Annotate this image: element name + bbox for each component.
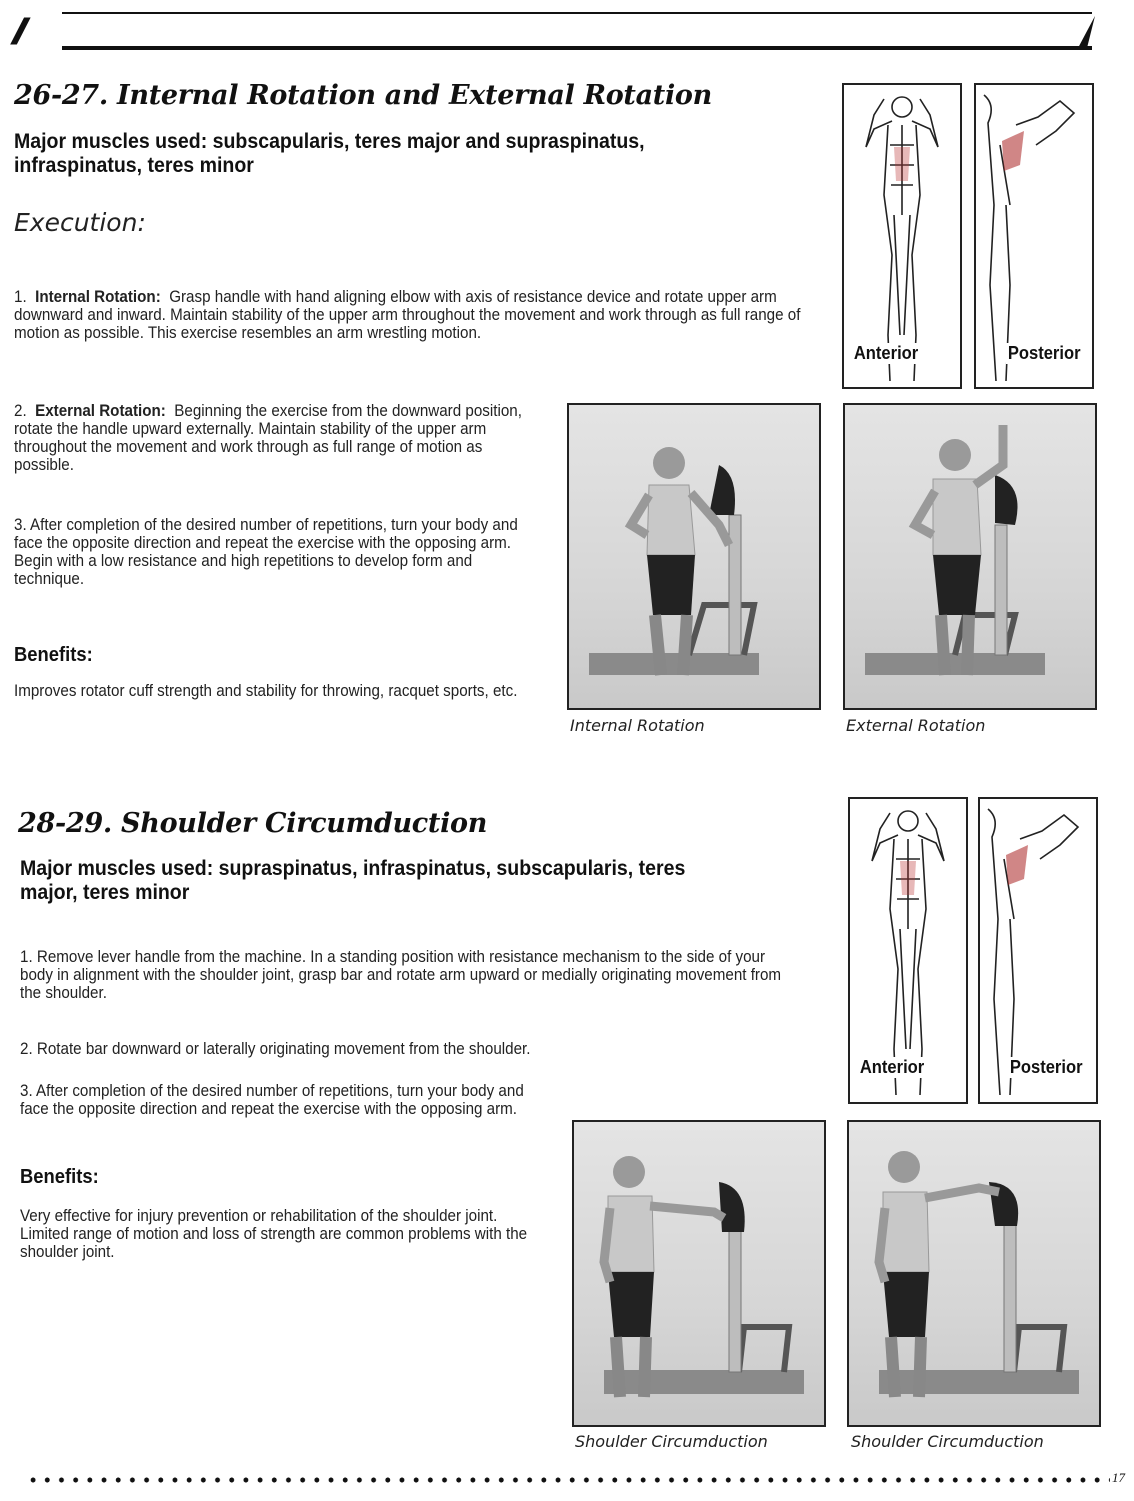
header-bar — [62, 12, 1092, 50]
anatomy-anterior-label-2: Anterior — [859, 1057, 925, 1077]
footer-dotted-rule — [26, 1476, 1110, 1484]
section2-muscles — [20, 857, 685, 905]
step2-text: Beginning the exercise from the downward position, rotate the handle upward externally. Maintain stability of the upper arm throughout the movement and work through as full range of motion as possible. — [14, 402, 522, 474]
exercise-person-icon — [845, 405, 1095, 708]
section2-benefits-heading: Benefits: — [20, 1166, 99, 1188]
anatomy-posterior-2 — [978, 797, 1098, 1104]
section1-muscles — [14, 130, 645, 178]
step1-label: Internal Rotation: — [35, 288, 161, 306]
section2-step2: 2. Rotate bar downward or laterally originating movement from the shoulder. — [20, 1040, 531, 1058]
section1-step1 — [14, 288, 805, 342]
section2-step1: 1. Remove lever handle from the machine. In a standing position with resistance mechanism to the side of your body in alignment with the shoulder joint, grasp bar and rotate arm upward or medially originating movement from the shoulder. — [20, 948, 782, 1002]
header-slashes: ///// — [12, 8, 18, 53]
anatomy-posterior-label-1: Posterior — [1007, 343, 1081, 363]
exercise-person-icon — [569, 405, 819, 708]
caption-circumduction-1: Shoulder Circumduction — [575, 1432, 768, 1451]
section2-benefits-text: Very effective for injury prevention or rehabilitation of the shoulder joint. Limited range of motion and loss of strength are common problems with the shoulder joint. — [20, 1207, 528, 1261]
section1-benefits-heading: Benefits: — [14, 644, 93, 666]
anatomy-anterior-label-1: Anterior — [853, 343, 919, 363]
exercise-person-icon — [849, 1122, 1099, 1425]
section1-step3: 3. After completion of the desired number of repetitions, turn your body and face the opposite direction and repeat the exercise with the opposing arm. Begin with a low resistance and high repetitions to develop form and technique. — [14, 516, 518, 588]
execution-heading: Execution: — [14, 208, 146, 237]
anatomy-anterior-1 — [842, 83, 962, 389]
caption-circumduction-2: Shoulder Circumduction — [851, 1432, 1044, 1451]
section2-muscles-line1: Major muscles used: supraspinatus, infraspinatus, subscapularis, teres — [20, 857, 686, 880]
step1-number: 1. — [14, 288, 27, 306]
exercise-person-icon — [574, 1122, 824, 1425]
internal-rotation-photo — [567, 403, 821, 710]
caption-external-rotation: External Rotation — [846, 716, 986, 735]
anatomy-posterior-1 — [974, 83, 1094, 389]
step2-label: External Rotation: — [35, 402, 166, 420]
step2-number: 2. — [14, 402, 27, 420]
step1-text: Grasp handle with hand aligning elbow with axis of resistance device and rotate upper arm downward and inward. Maintain stability of the upper arm throughout the movement and work through as full range of motion as possible. This exercise resembles an arm wrestling motion. — [14, 288, 801, 342]
anatomy-anterior-2 — [848, 797, 968, 1104]
section1-muscles-line1: Major muscles used: subscapularis, teres major and supraspinatus, — [14, 130, 645, 153]
anatomy-posterior-label-2: Posterior — [1009, 1057, 1083, 1077]
section1-title: 26-27. Internal Rotation and External Rotation — [14, 80, 712, 111]
shoulder-circumduction-photo-2 — [847, 1120, 1101, 1427]
posterior-figure-icon — [976, 85, 1092, 387]
anterior-figure-icon — [844, 85, 960, 387]
section1-muscles-line2: infraspinatus, teres minor — [14, 154, 254, 177]
section2-muscles-line2: major, teres minor — [20, 881, 190, 904]
section1-benefits-text: Improves rotator cuff strength and stability for throwing, racquet sports, etc. — [14, 682, 518, 700]
shoulder-circumduction-photo-1 — [572, 1120, 826, 1427]
section2-step3: 3. After completion of the desired number of repetitions, turn your body and face the opposite direction and repeat the exercise with the opposing arm. — [20, 1082, 524, 1118]
section1-step2 — [14, 402, 543, 474]
page-number: 17 — [1112, 1470, 1125, 1485]
section2-title: 28-29. Shoulder Circumduction — [18, 808, 488, 839]
external-rotation-photo — [843, 403, 1097, 710]
caption-internal-rotation: Internal Rotation — [570, 716, 705, 735]
